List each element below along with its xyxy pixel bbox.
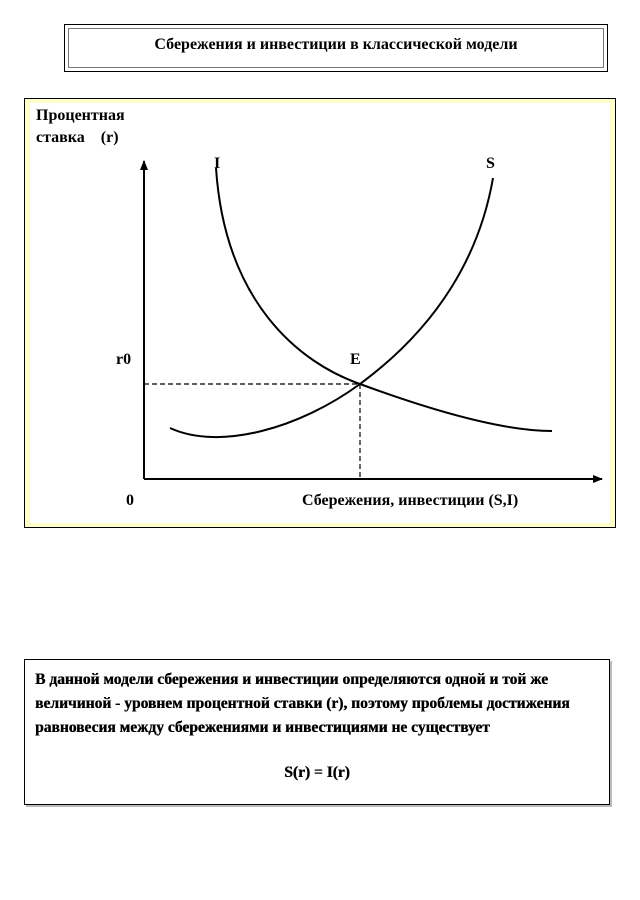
description-text: В данной модели сбережения и инвестиции определяются одной и той же величиной - уровнем процентной ставки (r), поэтому проблемы достижения равновесия между сбережениями и инвестициями не существует <box>35 671 570 736</box>
page-title: Сбережения и инвестиции в классической модели <box>154 36 518 53</box>
y-axis-label-line1: Процентная <box>36 107 125 124</box>
savings-curve <box>170 178 493 437</box>
r0-label: r0 <box>116 351 132 368</box>
diagram-svg <box>30 103 610 523</box>
equilibrium-label: E <box>350 351 361 368</box>
diagram-frame <box>24 98 616 528</box>
x-axis-label: Сбережения, инвестиции (S,I) <box>302 492 519 509</box>
savings-curve-label: S <box>486 155 495 172</box>
y-axis-label <box>36 105 125 149</box>
y-axis-label-line2: ставка (r) <box>36 129 119 146</box>
title-box <box>64 24 608 72</box>
origin-label: 0 <box>126 492 134 509</box>
investment-curve-label: I <box>214 155 221 172</box>
description-box <box>24 659 610 805</box>
equilibrium-formula: S(r) = I(r) <box>284 764 350 781</box>
investment-curve <box>216 168 552 431</box>
diagram-area <box>30 103 610 523</box>
